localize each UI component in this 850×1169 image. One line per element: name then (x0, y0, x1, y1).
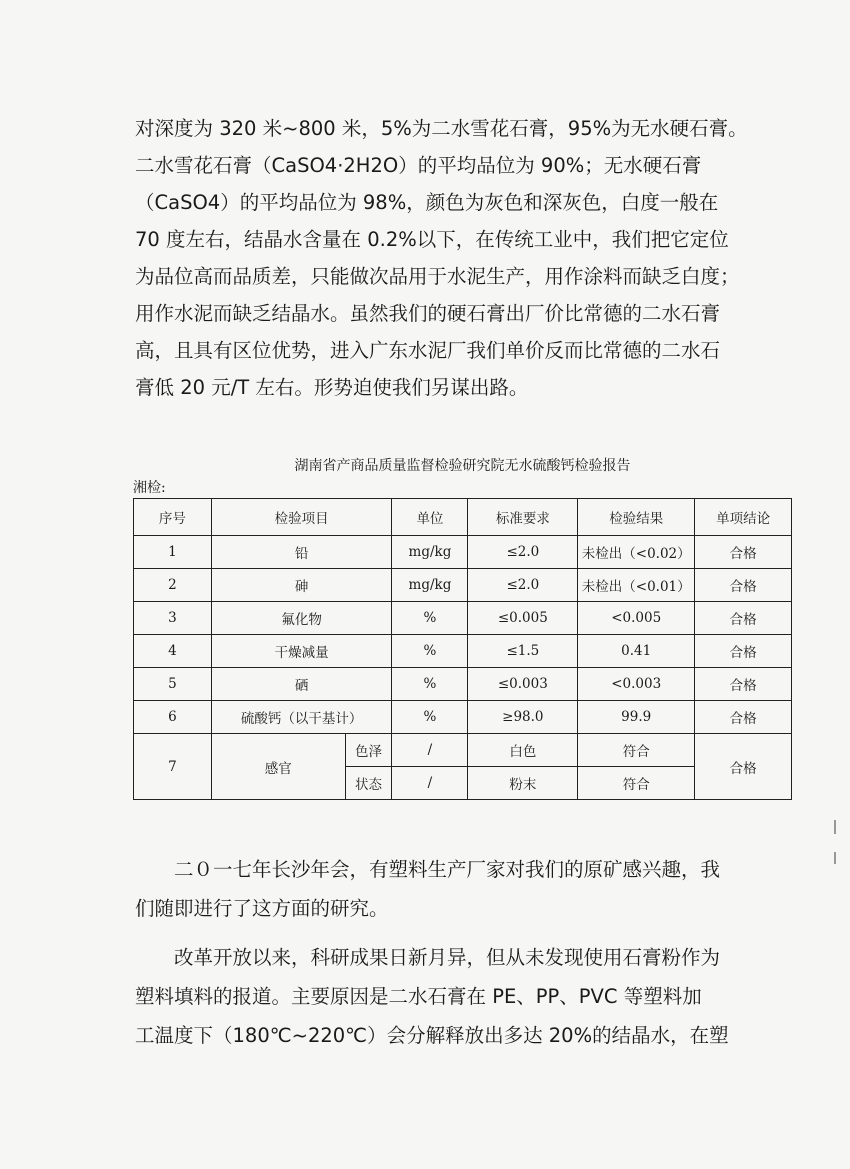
cell-item: 砷 (211, 569, 392, 602)
cell-no: 5 (134, 668, 212, 701)
text-line: （CaSO4）的平均品位为 98%，颜色为灰色和深灰色，白度一般在 (135, 191, 719, 214)
text-line: 70 度左右，结晶水含量在 0.2%以下，在传统工业中，我们把它定位 (135, 228, 729, 251)
text-line: 塑料填料的报道。主要原因是二水石膏在 PE、PP、PVC 等塑料加 (135, 985, 702, 1008)
cell-standard: 粉末 (468, 767, 578, 800)
text-line: 为品位高而品质差，只能做次品用于水泥生产，用作涂料而缺乏白度； (135, 265, 740, 288)
cell-conclusion: 合格 (695, 602, 792, 635)
cell-subitem: 色泽 (345, 734, 392, 767)
header-result: 检验结果 (578, 499, 695, 536)
cell-conclusion: 合格 (695, 668, 792, 701)
cell-no: 2 (134, 569, 212, 602)
table-row (134, 602, 792, 635)
table-row (134, 536, 792, 569)
cell-item: 硫酸钙（以干基计） (211, 701, 392, 734)
paragraph-gypsum-quality (135, 110, 748, 406)
cell-unit: mg/kg (392, 569, 468, 602)
cell-conclusion: 合格 (695, 635, 792, 668)
text-line: 们随即进行了这方面的研究。 (135, 897, 389, 920)
text-line: 对深度为 320 米~800 米，5%为二水雪花石膏，95%为无水硬石膏。 (135, 117, 748, 140)
header-no: 序号 (134, 499, 212, 536)
cell-result: 未检出（<0.02） (578, 536, 695, 569)
cell-item: 铅 (211, 536, 392, 569)
header-conclusion: 单项结论 (695, 499, 792, 536)
text-line: 二０一七年长沙年会，有塑料生产厂家对我们的原矿感兴趣，我 (174, 858, 721, 881)
cell-conclusion: 合格 (695, 701, 792, 734)
header-item: 检验项目 (211, 499, 392, 536)
cell-no: 4 (134, 635, 212, 668)
paragraph-changsha-meeting (135, 850, 725, 928)
cell-result: 未检出（<0.01） (578, 569, 695, 602)
cell-unit: % (392, 701, 468, 734)
cell-item: 硒 (211, 668, 392, 701)
cell-unit: mg/kg (392, 536, 468, 569)
report-title: 湖南省产商品质量监督检验研究院无水硫酸钙检验报告 (294, 458, 631, 474)
cell-standard: ≤1.5 (468, 635, 578, 668)
scan-edge-mark (834, 852, 836, 864)
cell-standard: ≤0.005 (468, 602, 578, 635)
cell-no: 7 (134, 734, 212, 800)
table-row (134, 569, 792, 602)
header-standard: 标准要求 (468, 499, 578, 536)
cell-standard: ≤2.0 (468, 536, 578, 569)
scan-edge-mark (834, 820, 836, 834)
cell-result: <0.003 (578, 668, 695, 701)
cell-result: <0.005 (578, 602, 695, 635)
cell-result: 0.41 (578, 635, 695, 668)
cell-conclusion: 合格 (695, 734, 792, 800)
text-line: 膏低 20 元/T 左右。形势迫使我们另谋出路。 (135, 376, 529, 399)
cell-unit: / (392, 767, 468, 800)
cell-unit: % (392, 602, 468, 635)
text-line: 二水雪花石膏（CaSO4·2H2O）的平均品位为 90%；无水硬石膏 (135, 154, 702, 177)
report-label: 湘检: (133, 480, 166, 496)
cell-standard: ≥98.0 (468, 701, 578, 734)
table-row (134, 635, 792, 668)
cell-result: 99.9 (578, 701, 695, 734)
cell-unit: % (392, 668, 468, 701)
cell-item: 氟化物 (211, 602, 392, 635)
table-header-row (134, 499, 792, 536)
text-line: 工温度下（180℃~220℃）会分解释放出多达 20%的结晶水，在塑 (135, 1024, 729, 1047)
cell-unit: / (392, 734, 468, 767)
cell-conclusion: 合格 (695, 536, 792, 569)
cell-no: 1 (134, 536, 212, 569)
cell-result: 符合 (578, 734, 695, 767)
table-row (134, 668, 792, 701)
cell-item: 感官 (211, 734, 345, 800)
paragraph-plastic-filler (135, 938, 729, 1055)
cell-unit: % (392, 635, 468, 668)
table-row-sensory (134, 734, 792, 767)
header-unit: 单位 (392, 499, 468, 536)
inspection-report-table (133, 498, 792, 800)
cell-standard: ≤2.0 (468, 569, 578, 602)
cell-standard: 白色 (468, 734, 578, 767)
cell-no: 6 (134, 701, 212, 734)
cell-item: 干燥减量 (211, 635, 392, 668)
cell-conclusion: 合格 (695, 569, 792, 602)
text-line: 改革开放以来，科研成果日新月异，但从未发现使用石膏粉作为 (174, 946, 721, 969)
text-line: 高，且具有区位优势，进入广东水泥厂我们单价反而比常德的二水石 (135, 339, 721, 362)
cell-result: 符合 (578, 767, 695, 800)
text-line: 用作水泥而缺乏结晶水。虽然我们的硬石膏出厂价比常德的二水石膏 (135, 302, 721, 325)
cell-subitem: 状态 (345, 767, 392, 800)
table-row (134, 701, 792, 734)
cell-standard: ≤0.003 (468, 668, 578, 701)
cell-no: 3 (134, 602, 212, 635)
